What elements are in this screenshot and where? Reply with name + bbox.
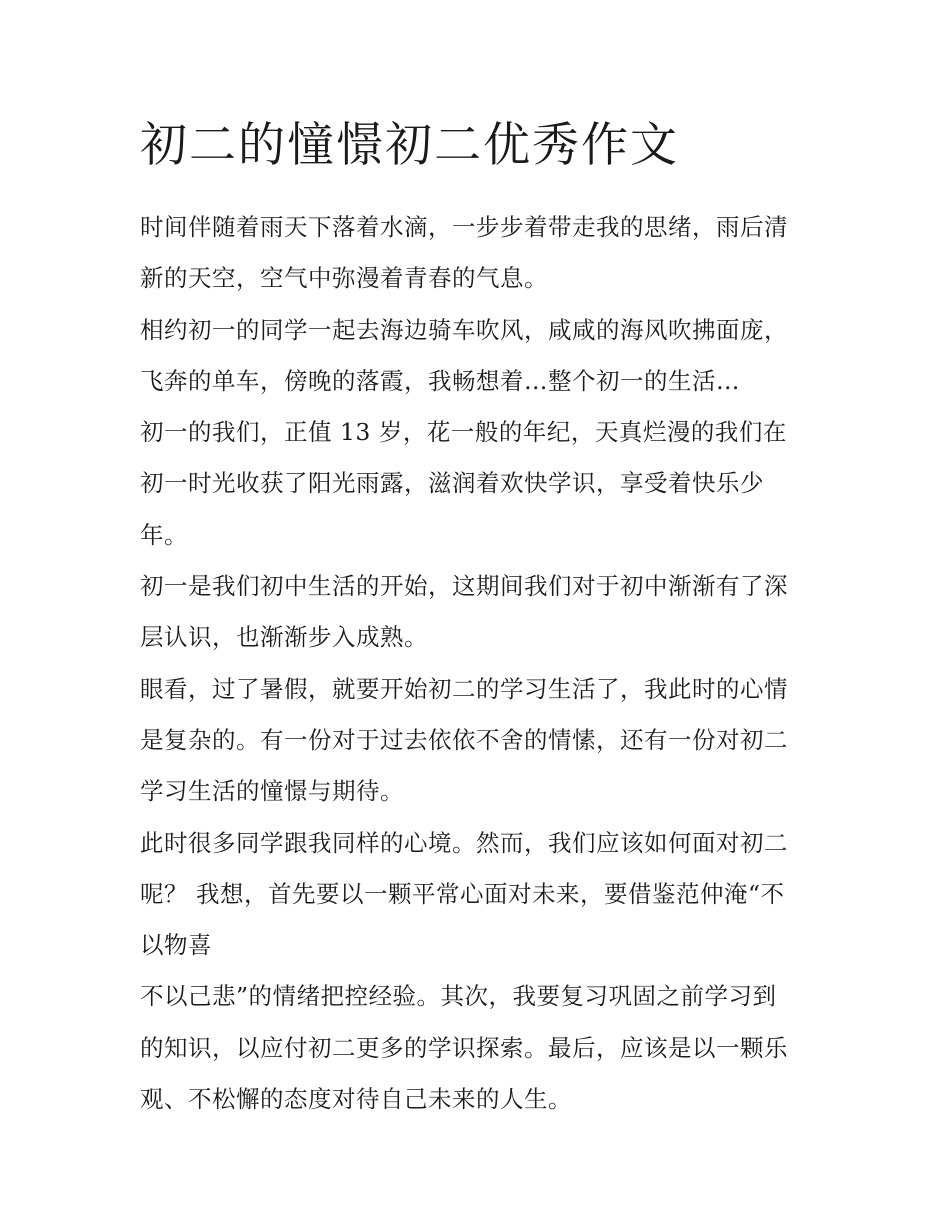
paragraph-line: 以物喜 (140, 931, 212, 960)
paragraph (140, 561, 815, 664)
paragraph-line: 观、不松懈的态度对待自己未来的人生。 (140, 1085, 572, 1114)
document-title: 初二的憧憬初二优秀作文 (140, 118, 679, 173)
paragraph (140, 664, 815, 818)
paragraph-line: 时间伴随着雨天下落着水滴，一步步着带走我的思绪，雨后清 (140, 213, 788, 241)
paragraph-line: 初一的我们，正值 13 岁，花一般的年纪，天真烂漫的我们在 (140, 418, 787, 447)
paragraph-line: 飞奔的单车，傍晚的落霞，我畅想着…整个初一的生活… (140, 366, 740, 395)
paragraph-line: 不以己悲”的情绪把控经验。其次，我要复习巩固之前学习到 (140, 982, 777, 1011)
paragraph-line: 的知识，以应付初二更多的学识探索。最后，应该是以一颗乐 (140, 1033, 788, 1062)
paragraph (140, 305, 815, 408)
paragraph-line: 眼看，过了暑假，就要开始初二的学习生活了，我此时的心情 (140, 674, 788, 703)
paragraph (140, 202, 815, 305)
paragraph-line: 学习生活的憧憬与期待。 (140, 777, 404, 806)
paragraph-line: 是复杂的。有一份对于过去依依不舍的情愫，还有一份对初二 (140, 725, 788, 754)
document-body (140, 115, 815, 1125)
paragraph-line: 初一是我们初中生活的开始，这期间我们对于初中渐渐有了深 (140, 572, 788, 601)
paragraph-line: 层认识，也渐渐步入成熟。 (140, 623, 428, 652)
paragraph-line: 此时很多同学跟我同样的心境。然而，我们应该如何面对初二 (140, 828, 788, 857)
paragraph (140, 971, 815, 1125)
paragraph-line: 年。 (140, 520, 188, 549)
paragraph (140, 407, 815, 561)
paragraph-line: 新的天空，空气中弥漫着青春的气息。 (140, 264, 548, 293)
paragraph-line: 相约初一的同学一起去海边骑车吹风，咸咸的海风吹拂面庞， (140, 315, 788, 344)
paragraph-line: 初一时光收获了阳光雨露，滋润着欢快学识，享受着快乐少 (140, 469, 764, 498)
paragraph (140, 818, 815, 972)
paragraph-line: 呢？ 我想，首先要以一颗平常心面对未来，要借鉴范仲淹“不 (140, 879, 785, 908)
